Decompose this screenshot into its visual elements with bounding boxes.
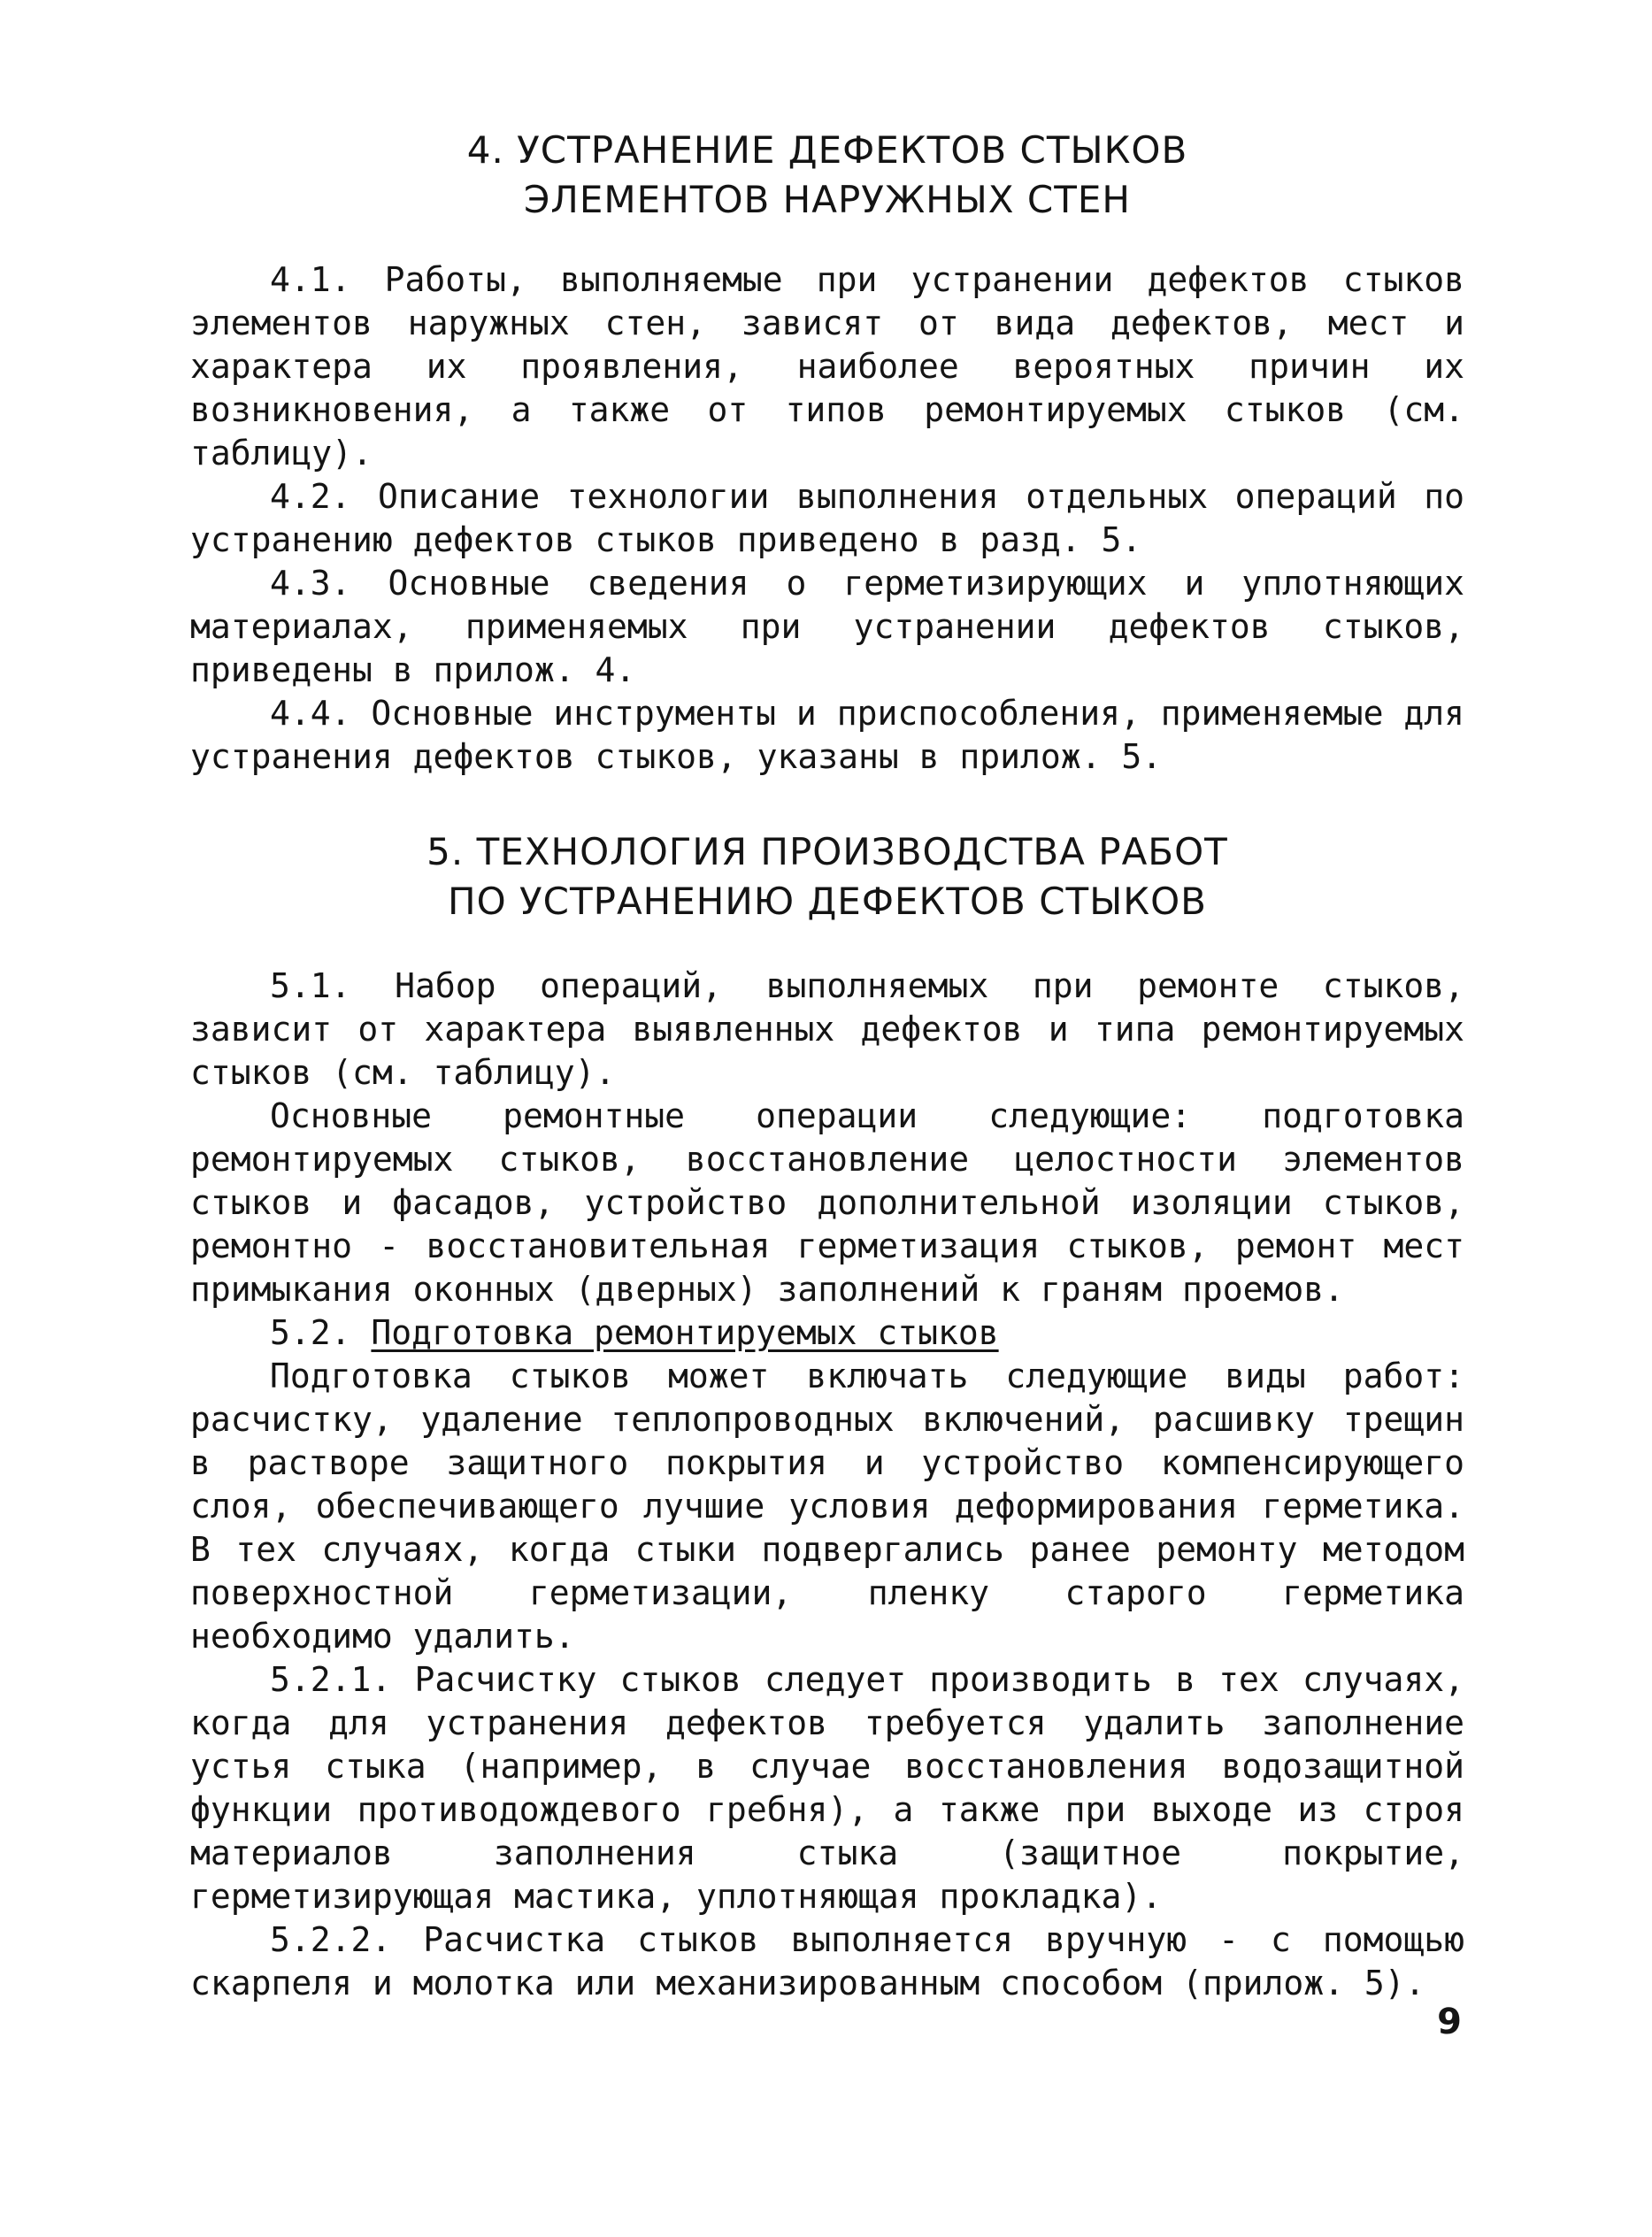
paragraph-5-1: 5.1. Набор операций, выполняемых при ремонте стыков, зависит от характера выявленных дефектов и типа ремонтируемых стыков (см. таблицу). (190, 966, 1464, 1092)
section-5-title-line-2: ПО УСТРАНЕНИЮ ДЕФЕКТОВ СТЫКОВ (448, 880, 1207, 923)
section-4-heading (190, 126, 1464, 225)
paragraph-4-4: 4.4. Основные инструменты и приспособления, применяемые для устранения дефектов стыков, указаны в прилож. 5. (190, 694, 1464, 776)
section-5-heading (190, 827, 1464, 926)
subsection-5-2-title: Подготовка ремонтируемых стыков (371, 1313, 999, 1352)
section-4-body (190, 258, 1464, 779)
section-4-title-line-2: ЭЛЕМЕНТОВ НАРУЖНЫХ СТЕН (523, 178, 1132, 221)
page-number: 9 (1437, 2002, 1462, 2042)
paragraph-5-2-intro: Подготовка стыков может включать следующие виды работ: расчистку, удаление теплопроводных включений, расшивку трещин в растворе защитного покрытия и устройство компенсирующего слоя, обеспечивающего лучшие условия деформирования герметика. В тех случаях, когда стыки подвергались ранее ремонту методом поверхностной герметизации, пленку старого герметика необходимо удалить. (190, 1357, 1464, 1656)
paragraph-5-2-2: 5.2.2. Расчистка стыков выполняется вручную - с помощью скарпеля и молотка или механизированным способом (прилож. 5). (190, 1920, 1464, 2003)
paragraph-5-operations: Основные ремонтные операции следующие: подготовка ремонтируемых стыков, восстановление целостности элементов стыков и фасадов, устройство дополнительной изоляции стыков, ремонтно - восстановительная герметизация стыков, ремонт мест примыкания оконных (дверных) заполнений к граням проемов. (190, 1096, 1464, 1309)
subsection-5-2-heading (190, 1311, 1464, 1355)
paragraph-4-3: 4.3. Основные сведения о герметизирующих и уплотняющих материалах, применяемых при устранении дефектов стыков, приведены в прилож. 4. (190, 564, 1464, 689)
paragraph-4-1: 4.1. Работы, выполняемые при устранении дефектов стыков элементов наружных стен, зависят от вида дефектов, мест и характера их проявления, наиболее вероятных причин их возникновения, а также от типов ремонтируемых стыков (см. таблицу). (190, 260, 1464, 473)
paragraph-5-2-1: 5.2.1. Расчистку стыков следует производить в тех случаях, когда для устранения дефектов требуется удалить заполнение устья стыка (например, в случае восстановления водозащитной функции противодождевого гребня), а также при выходе из строя материалов заполнения стыка (защитное покрытие, герметизирующая мастика, уплотняющая прокладка). (190, 1660, 1464, 1916)
section-4-title-line-1: 4. УСТРАНЕНИЕ ДЕФЕКТОВ СТЫКОВ (466, 128, 1188, 172)
section-5-body (190, 965, 1464, 2005)
section-5-title-line-1: 5. ТЕХНОЛОГИЯ ПРОИЗВОДСТВА РАБОТ (426, 830, 1228, 873)
paragraph-4-2: 4.2. Описание технологии выполнения отдельных операций по устранению дефектов стыков приведено в разд. 5. (190, 477, 1464, 559)
subsection-5-2-number: 5.2. (270, 1313, 351, 1352)
